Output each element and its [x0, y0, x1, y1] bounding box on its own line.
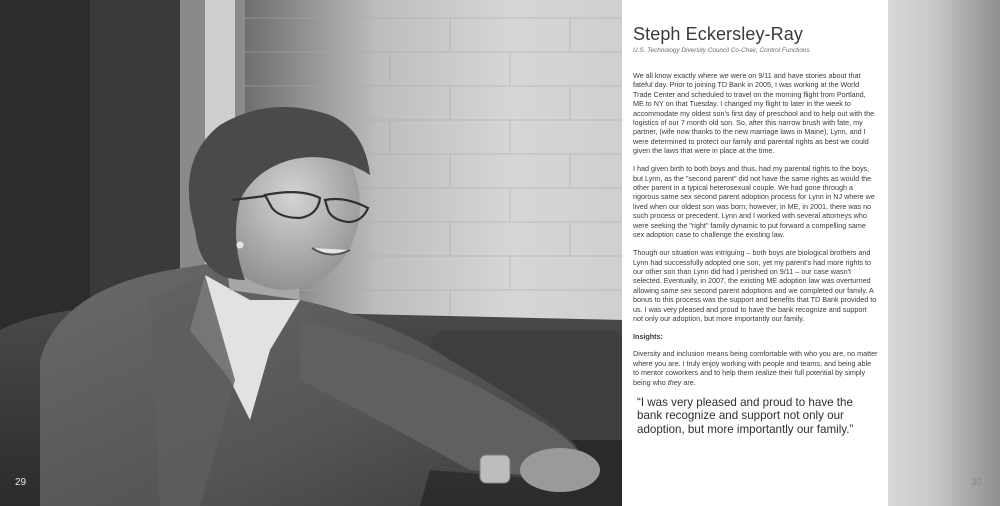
insights-text-after: are. — [681, 377, 696, 387]
profile-role: U.S. Technology Diversity Council Co-Chair, Control Functions — [633, 47, 810, 54]
insights-text-emphasis: they — [667, 377, 682, 387]
page-number-left: 29 — [15, 477, 27, 488]
insights-paragraph — [633, 349, 878, 387]
story-body — [633, 71, 878, 387]
insights-text-before: Diversity and inclusion means being comfortable with who you are, no matter where you are. I truly enjoy working with people and teams, and being able to mentor coworkers and to help them realize their full potential by simply being who — [633, 349, 878, 387]
story-paragraph-2: I had given birth to both boys and thus, had my parental rights to the boys, but Lynn, as the "second parent" did not have the same rights as would the other parent in a typical heterosexual couple. We had gone through a rigorous same sex second parent adoption process for Lynn in NJ where we lived when our oldest son was born; however, in ME, in 2001, there was no such process or precedent. Lynn and I worked with several attorneys who were seeking the "right" family dynamic to put forward a compelling same sex adoption case to challenge the existing law. — [633, 164, 875, 240]
pull-quote: “I was very pleased and proud to have the bank recognize and support not only our adoption, but more importantly our family.” — [637, 395, 854, 436]
story-paragraph-3: Though our situation was intriguing – both boys are biological brothers and Lynn had successfully adopted one son, yet my parent's had more rights to our other son than Lynn did had I perished on 9/11 – our case wasn't selected. Eventually, in 2007, the existing ME adoption law was overturned allowing same sex second parent adoptions and we completed our family. A bonus to this process was the support and benefits that TD Bank provided to us. I was very pleased and proud to have the bank recognize and support not only our adoption, but more importantly our family. — [633, 248, 877, 323]
profile-name: Steph Eckersley-Ray — [633, 24, 803, 44]
profile-text-column — [622, 0, 888, 506]
window-background-strip — [888, 0, 1000, 506]
story-paragraph-1: We all know exactly where we were on 9/11 and have stories about that fateful day. Prior to joining TD Bank in 2005, I was working at the World Trade Center and scheduled to travel on the morning flight from Portland, ME to NY on that Tuesday. I changed my flight to later in the week to accommodate my oldest son's first day of preschool and to help out with the logistics of our 7 month old son. So, after this narrow brush with fate, my partner, (wife now thanks to the new marriage laws in Maine), Lynn, and I were determined to protect our family and parental rights as best we could given the laws that were in place at the time. — [633, 71, 875, 156]
page-number-right: 30 — [970, 477, 982, 488]
insights-heading: Insights: — [633, 331, 663, 341]
